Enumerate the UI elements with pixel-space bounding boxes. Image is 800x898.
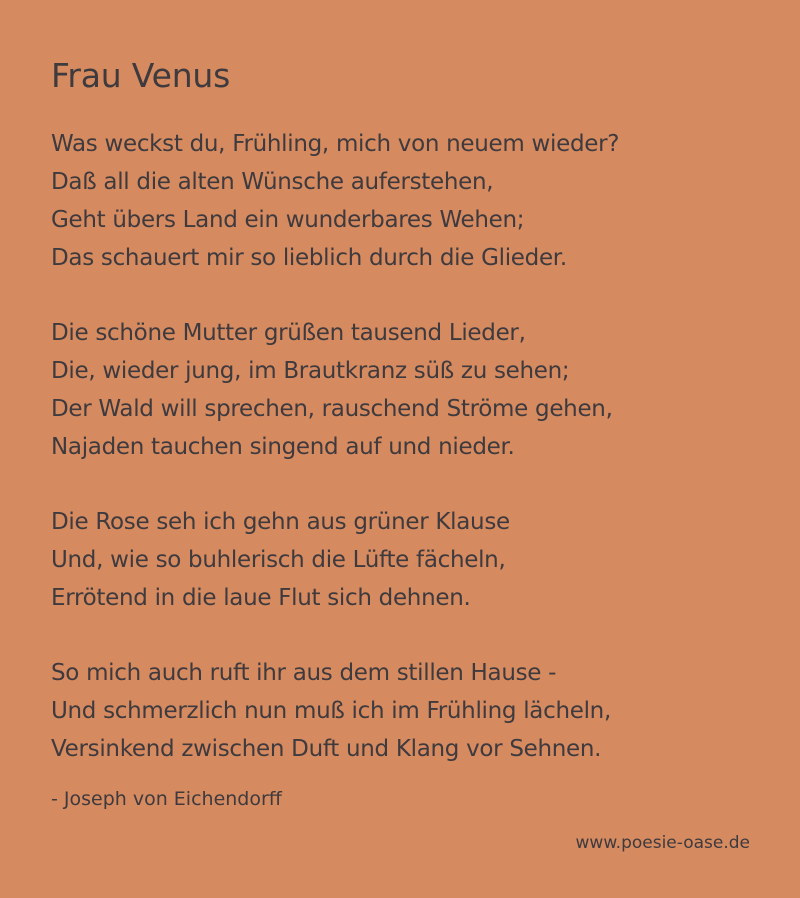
poem-line: Die, wieder jung, im Brautkranz süß zu sehen; [51, 358, 570, 384]
poem-line: Geht übers Land ein wunderbares Wehen; [51, 207, 525, 233]
poem-title: Frau Venus [51, 56, 231, 95]
poem-line: So mich auch ruft ihr aus dem stillen Hause - [51, 660, 557, 686]
stanza-1 [51, 125, 771, 277]
stanza-4 [51, 654, 771, 768]
website-credit: www.poesie-oase.de [575, 833, 750, 853]
stanza-2 [51, 314, 771, 466]
poem-line: Und schmerzlich nun muß ich im Frühling lächeln, [51, 698, 611, 724]
poem-line: Errötend in die laue Flut sich dehnen. [51, 585, 471, 611]
poem-line: Und, wie so buhlerisch die Lüfte fächeln, [51, 547, 506, 573]
poem-line: Der Wald will sprechen, rauschend Ströme gehen, [51, 396, 613, 422]
poem-line: Die schöne Mutter grüßen tausend Lieder, [51, 320, 526, 346]
poem-line: Die Rose seh ich gehn aus grüner Klause [51, 509, 510, 535]
poem-line: Najaden tauchen singend auf und nieder. [51, 434, 515, 460]
poem-body [51, 125, 771, 768]
poem-line: Das schauert mir so lieblich durch die Glieder. [51, 245, 567, 271]
poem-author: - Joseph von Eichendorff [51, 788, 282, 810]
poem-line: Daß all die alten Wünsche auferstehen, [51, 169, 494, 195]
stanza-3 [51, 503, 771, 617]
poem-line: Was weckst du, Frühling, mich von neuem wieder? [51, 131, 620, 157]
poem-line: Versinkend zwischen Duft und Klang vor Sehnen. [51, 736, 602, 762]
